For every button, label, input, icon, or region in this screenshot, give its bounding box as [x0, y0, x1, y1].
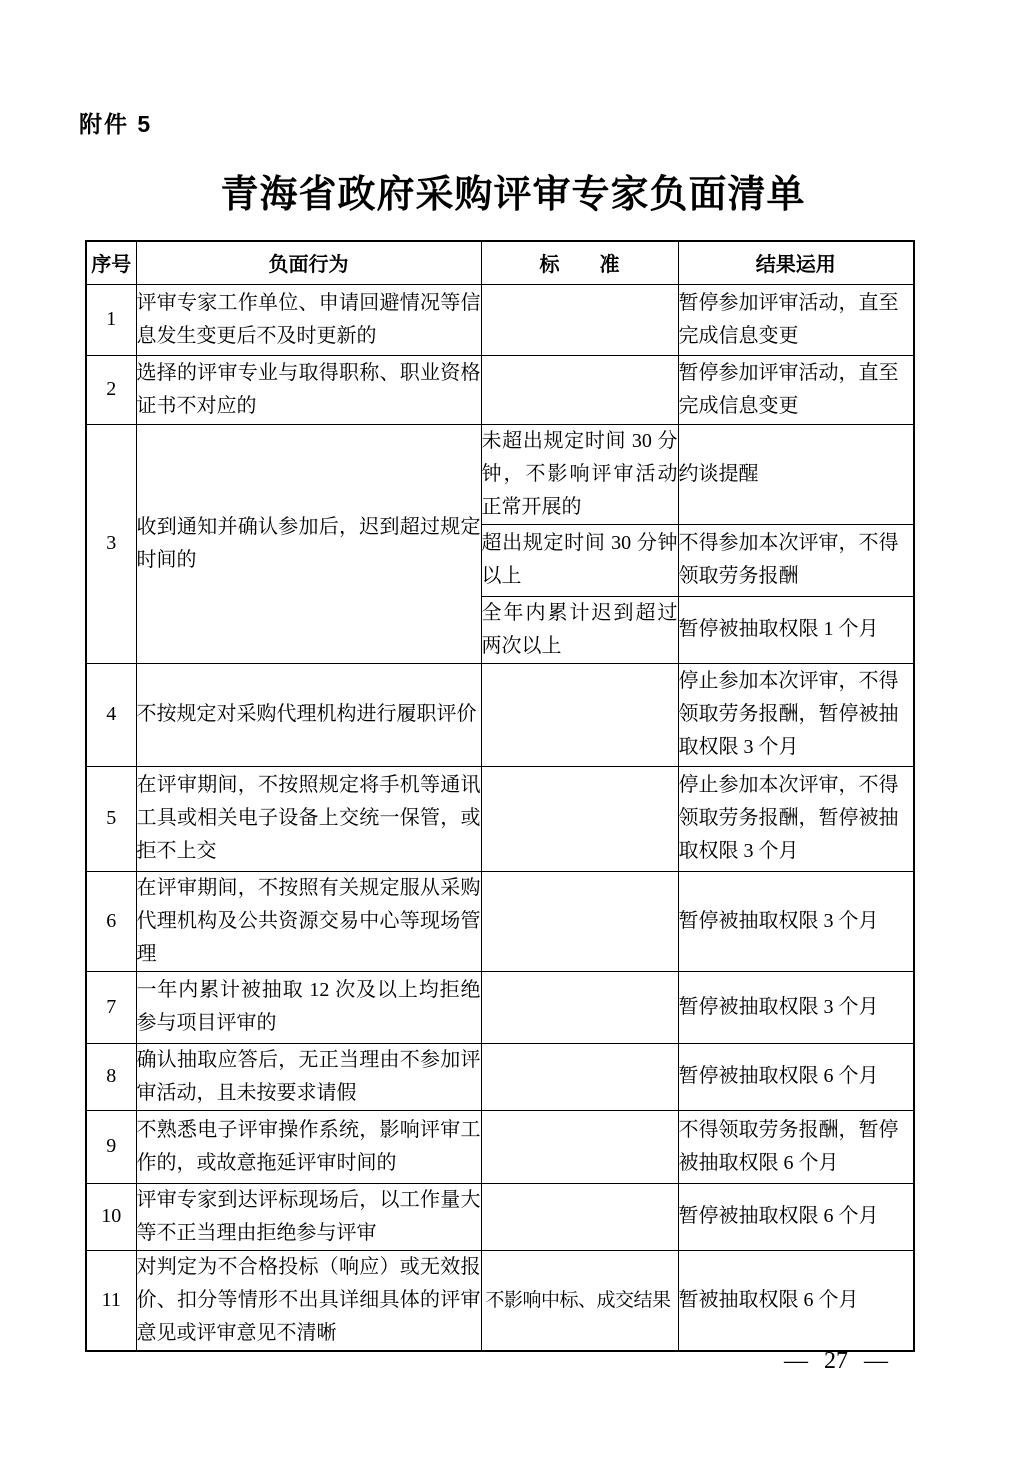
- table-row-10: [86, 1183, 914, 1250]
- cell-result: 暂停被抽取权限 6 个月: [678, 1183, 914, 1250]
- table-row-11: [86, 1250, 914, 1351]
- cell-num: 5: [86, 766, 136, 871]
- cell-result: 暂停被抽取权限 1 个月: [678, 596, 914, 663]
- cell-result: 停止参加本次评审，不得领取劳务报酬，暂停被抽取权限 3 个月: [678, 663, 914, 766]
- cell-behavior: 对判定为不合格投标（响应）或无效报价、扣分等情形不出具详细具体的评审意见或评审意见不清晰: [136, 1250, 481, 1351]
- cell-behavior: 确认抽取应答后，无正当理由不参加评审活动，且未按要求请假: [136, 1043, 481, 1110]
- cell-standard: [481, 355, 678, 424]
- cell-standard: 未超出规定时间 30 分钟，不影响评审活动正常开展的: [481, 424, 678, 524]
- cell-standard: [481, 766, 678, 871]
- document-title: 青海省政府采购评审专家负面清单: [220, 174, 806, 216]
- table-row-8: [86, 1043, 914, 1110]
- table-row-5: [86, 766, 914, 871]
- cell-result: 暂停参加评审活动，直至完成信息变更: [678, 355, 914, 424]
- cell-behavior: 在评审期间，不按照有关规定服从采购代理机构及公共资源交易中心等现场管理: [136, 871, 481, 971]
- cell-standard: 不影响中标、成交结果: [481, 1250, 678, 1351]
- cell-behavior: 评审专家工作单位、申请回避情况等信息发生变更后不及时更新的: [136, 284, 481, 355]
- cell-result: 约谈提醒: [678, 424, 914, 524]
- negative-list-table: [85, 240, 915, 1352]
- cell-result: 暂停被抽取权限 3 个月: [678, 871, 914, 971]
- cell-standard: 全年内累计迟到超过两次以上: [481, 596, 678, 663]
- cell-num: 1: [86, 284, 136, 355]
- cell-num: 4: [86, 663, 136, 766]
- header-behavior: 负面行为: [136, 241, 481, 284]
- cell-num: 11: [86, 1250, 136, 1351]
- cell-num: 8: [86, 1043, 136, 1110]
- cell-result: 停止参加本次评审，不得领取劳务报酬，暂停被抽取权限 3 个月: [678, 766, 914, 871]
- cell-result: 暂被抽取权限 6 个月: [678, 1250, 914, 1351]
- cell-result: 不得参加本次评审，不得领取劳务报酬: [678, 524, 914, 596]
- cell-behavior: 评审专家到达评标现场后，以工作量大等不正当理由拒绝参与评审: [136, 1183, 481, 1250]
- cell-behavior: 不按规定对采购代理机构进行履职评价: [136, 663, 481, 766]
- table-row-9: [86, 1110, 914, 1183]
- cell-standard: [481, 871, 678, 971]
- cell-num: 7: [86, 971, 136, 1043]
- cell-num: 2: [86, 355, 136, 424]
- header-result: 结果运用: [678, 241, 914, 284]
- table-row-6: [86, 871, 914, 971]
- cell-behavior: 选择的评审专业与取得职称、职业资格证书不对应的: [136, 355, 481, 424]
- table-row-7: [86, 971, 914, 1043]
- header-row: [86, 241, 914, 284]
- table-row-1: [86, 284, 914, 355]
- cell-standard: [481, 284, 678, 355]
- cell-result: 暂停被抽取权限 3 个月: [678, 971, 914, 1043]
- cell-result: 暂停被抽取权限 6 个月: [678, 1043, 914, 1110]
- attachment-label: 附件 5: [79, 111, 153, 137]
- cell-num: 3: [86, 424, 136, 663]
- cell-behavior: 在评审期间，不按照规定将手机等通讯工具或相关电子设备上交统一保管，或拒不上交: [136, 766, 481, 871]
- cell-standard: 超出规定时间 30 分钟以上: [481, 524, 678, 596]
- cell-standard: [481, 971, 678, 1043]
- cell-num: 9: [86, 1110, 136, 1183]
- cell-behavior: 一年内累计被抽取 12 次及以上均拒绝参与项目评审的: [136, 971, 481, 1043]
- header-num: 序号: [86, 241, 136, 284]
- cell-standard: [481, 663, 678, 766]
- cell-standard: [481, 1110, 678, 1183]
- table-row-3a: [86, 424, 914, 524]
- cell-num: 6: [86, 871, 136, 971]
- header-standard: 标 准: [481, 241, 678, 284]
- cell-num: 10: [86, 1183, 136, 1250]
- cell-behavior: 不熟悉电子评审操作系统，影响评审工作的，或故意拖延评审时间的: [136, 1110, 481, 1183]
- cell-result: 暂停参加评审活动，直至完成信息变更: [678, 284, 914, 355]
- cell-behavior: 收到通知并确认参加后，迟到超过规定时间的: [136, 424, 481, 663]
- cell-standard: [481, 1183, 678, 1250]
- page-number: — 27 —: [784, 1348, 888, 1374]
- table-row-4: [86, 663, 914, 766]
- cell-result: 不得领取劳务报酬，暂停被抽取权限 6 个月: [678, 1110, 914, 1183]
- cell-standard: [481, 1043, 678, 1110]
- table-row-2: [86, 355, 914, 424]
